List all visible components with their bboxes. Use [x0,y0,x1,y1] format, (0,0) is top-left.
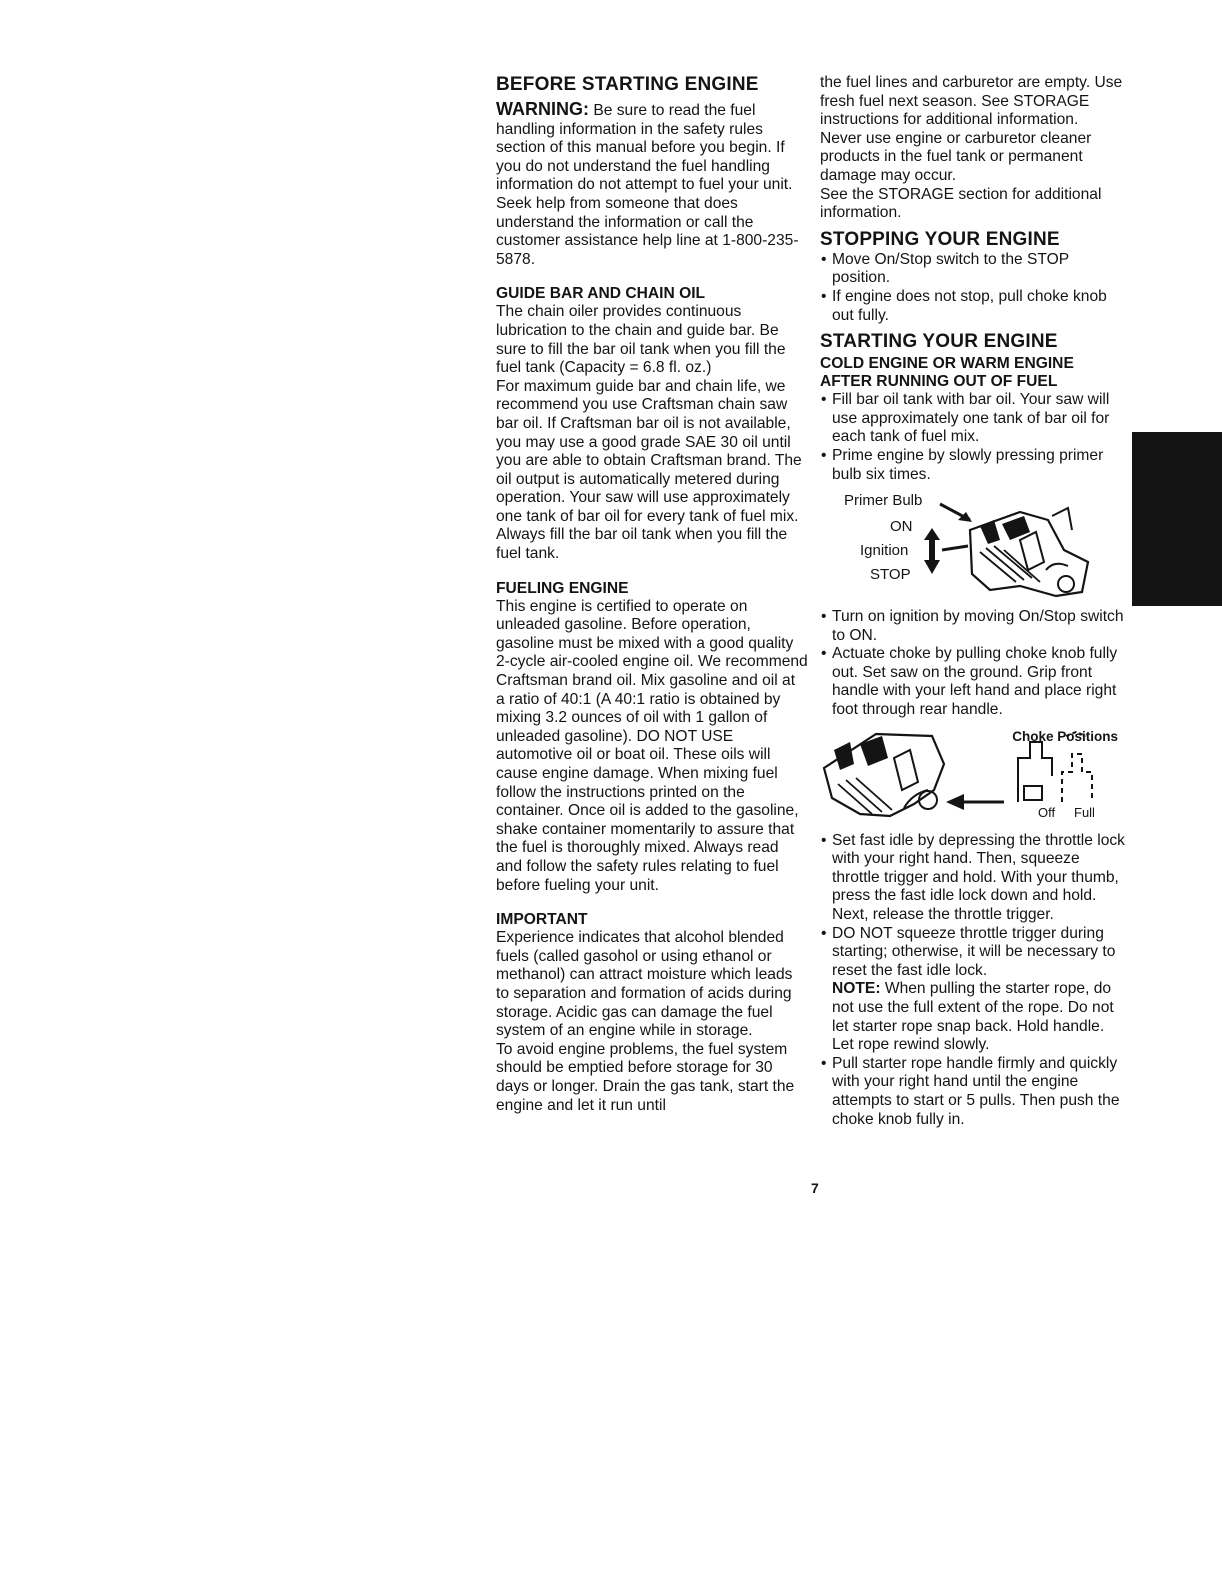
ignition-label: Ignition [860,542,909,560]
cold-engine-subheading: COLD ENGINE OR WARM ENGINE AFTER RUNNING OUT OF FUEL [820,355,1074,391]
starting-list-b [820,608,1126,720]
choke-full-label: Full [1074,804,1095,820]
warning-paragraph [496,100,808,269]
stopping-step-1: • Move On/Stop switch to the STOP position. [820,251,1126,288]
choke-off-label: Off [1038,804,1056,820]
starting-list-a [820,391,1126,484]
guide-bar-paragraph-2: For maximum guide bar and chain life, we recommend you use Craftsman chain saw bar oil. If Craftsman bar oil is not available, you may use a good grade SAE 30 oil until you are able to obtain Craftsman brand. The oil output is automatically metered during operation. Your saw will use approximately one tank of bar oil for every tank of fuel mix. Always fill the bar oil tank when you fill the fuel tank. [496,377,802,563]
starting-step-fill-oil: • Fill bar oil tank with bar oil. Your saw will use approximately one tank of bar oil for each tank of fuel mix. [820,391,1126,447]
no-squeeze-text: DO NOT squeeze throttle trigger during starting; otherwise, it will be necessary to reset the fast idle lock. [832,924,1116,979]
note-paragraph [832,980,1126,1054]
right-column [820,74,1126,1129]
note-label: NOTE: [832,980,881,998]
page-number: 7 [811,1180,819,1196]
warning-label: WARNING: [496,99,589,119]
section-edge-tab [1132,432,1222,606]
starting-step-prime: • Prime engine by slowly pressing primer bulb six times. [820,447,1126,484]
important-paragraph-1: Experience indicates that alcohol blended fuels (called gasohol or using ethanol or methanol) can attract moisture which leads to separation and formation of acids during storage. Acidic gas can damage the fuel system of an engine while in storage. [496,929,793,1040]
choke-positions-figure [820,728,1126,826]
starting-engine-heading: STARTING YOUR ENGINE [820,331,1058,353]
starting-step-choke: • Actuate choke by pulling choke knob fully out. Set saw on the ground. Grip front handle with your left hand and place right foot through rear handle. [820,645,1126,719]
note-text: When pulling the starter rope, do not use the full extent of the rope. Do not let starter rope snap back. Hold handle. Let rope rewind slowly. [832,980,1114,1054]
starting-step-no-squeeze [820,925,1126,1055]
fueling-engine-paragraph: This engine is certified to operate on unleaded gasoline. Before operation, gasoline must be mixed with a good quality 2-cycle air-cooled engine oil. We recommend Craftsman brand oil. Mix gasoline and oil at a ratio of 40:1 (A 40:1 ratio is obtained by mixing 3.2 ounces of oil with 1 gallon of unleaded gasoline). DO NOT USE automotive oil or boat oil. These oils will cause engine damage. When mixing fuel follow the instructions printed on the container. Once oil is added to the gasoline, shake container momentarily to assure that the fuel is thoroughly mixed. Always read and follow the safety rules relating to fuel before fueling your unit. [496,597,808,894]
starting-step-pull-rope: • Pull starter rope handle firmly and quickly with your right hand until the engine attempts to start or 5 pulls. Then push the choke knob fully in. [820,1055,1126,1129]
guide-bar-heading: GUIDE BAR AND CHAIN OIL [496,285,706,303]
choke-positions-title: Choke Positions [1012,728,1118,744]
starting-list-c [820,832,1126,1130]
choke-knob-illustration-icon [820,728,1126,826]
starting-step-fast-idle: • Set fast idle by depressing the throttle lock with your right hand. Then, squeeze throttle trigger and hold. With your thumb, press the fast idle lock down and hold. Next, release the throttle trigger. [820,832,1126,925]
stopping-engine-heading: STOPPING YOUR ENGINE [820,228,1060,250]
starting-step-ignition: • Turn on ignition by moving On/Stop switch to ON. [820,608,1126,645]
storage-cont-paragraph-3: See the STORAGE section for additional information. [820,185,1102,222]
important-paragraph-2: To avoid engine problems, the fuel system should be emptied before storage for 30 days or longer. Drain the gas tank, start the engine and let it run until [496,1040,795,1114]
before-starting-heading: BEFORE STARTING ENGINE [496,74,759,95]
storage-cont-paragraph-2: Never use engine or carburetor cleaner products in the fuel tank or permanent damage may occur. [820,129,1092,184]
primer-bulb-label: Primer Bulb [844,492,923,510]
important-heading: IMPORTANT [496,911,588,929]
ignition-on-label: ON [890,518,913,536]
fueling-engine-heading: FUELING ENGINE [496,579,629,597]
stopping-step-2: • If engine does not stop, pull choke knob out fully. [820,288,1126,325]
warning-text: Be sure to read the fuel handling information in the safety rules section of this manual before you begin. If you do not understand the fuel handling information do not attempt to fuel your unit. Seek help from someone that does understand the information or call the customer assistance help line at 1-800-235-5878. [496,102,799,268]
saw-engine-illustration-icon [820,490,1126,602]
storage-cont-paragraph-1: the fuel lines and carburetor are empty. Use fresh fuel next season. See STORAGE instructions for additional information. [820,74,1123,129]
primer-ignition-figure [820,490,1126,602]
ignition-stop-label: STOP [870,566,911,584]
left-column [496,74,808,1115]
guide-bar-paragraph-1: The chain oiler provides continuous lubrication to the chain and guide bar. Be sure to fill the bar oil tank when you fill the fuel tank (Capacity = 6.8 fl. oz.) [496,303,786,377]
stopping-list [820,251,1126,325]
